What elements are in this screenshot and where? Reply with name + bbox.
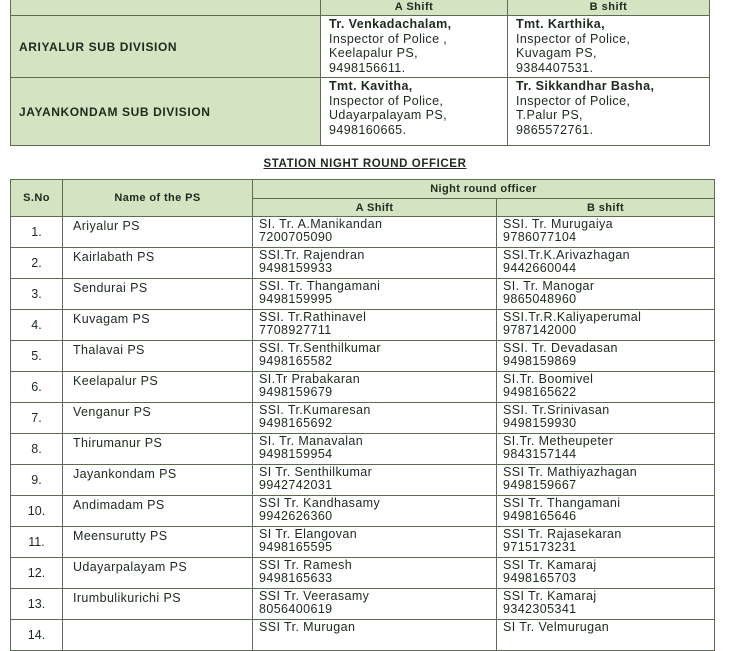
serial-number: 7. xyxy=(11,403,63,434)
officer-name: SSI. Tr.Kumaresan xyxy=(259,403,371,417)
station-name: Ariyalur PS xyxy=(63,217,253,248)
night-header-row xyxy=(11,180,715,199)
table-row xyxy=(11,620,715,651)
a-shift-officer xyxy=(253,527,497,558)
a-shift-officer xyxy=(253,217,497,248)
officer-phone: 9942742031 xyxy=(259,478,333,492)
b-shift-officer xyxy=(497,341,715,372)
b-shift-officer xyxy=(508,16,710,78)
b-shift-officer xyxy=(497,527,715,558)
officer-phone: 9715173231 xyxy=(503,540,577,554)
sub-division-header-row xyxy=(11,0,710,16)
serial-number: 5. xyxy=(11,341,63,372)
b-shift-officer xyxy=(497,310,715,341)
night-round-officer-header: Night round officer xyxy=(253,180,715,199)
officer-name: SI Tr. Elangovan xyxy=(259,527,358,541)
officer-phone: 9498159995 xyxy=(259,292,333,306)
a-shift-officer xyxy=(253,620,497,651)
officer-phone: 9342305341 xyxy=(503,602,577,616)
sub-division-row xyxy=(11,16,710,78)
officer-name: SSI Tr. Rajasekaran xyxy=(503,527,622,541)
officer-station: Kuvagam PS, xyxy=(516,46,597,60)
station-name: Thirumanur PS xyxy=(63,434,253,465)
b-shift-officer xyxy=(497,465,715,496)
officer-phone: 9498165633 xyxy=(259,571,333,585)
b-shift-officer xyxy=(497,434,715,465)
officer-name: SI Tr. Velmurugan xyxy=(503,620,610,634)
table-row xyxy=(11,589,715,620)
b-shift-officer xyxy=(497,403,715,434)
table-row xyxy=(11,465,715,496)
station-name: Udayarpalayam PS xyxy=(63,558,253,589)
serial-number: 1. xyxy=(11,217,63,248)
officer-phone: 7200705090 xyxy=(259,230,333,244)
b-shift-officer xyxy=(497,496,715,527)
officer-name: SSI Tr. Kamaraj xyxy=(503,558,597,572)
sno-header: S.No xyxy=(11,180,63,217)
officer-phone: 9384407531. xyxy=(516,60,594,75)
officer-phone: 9498159869 xyxy=(503,354,577,368)
serial-number: 3. xyxy=(11,279,63,310)
station-name xyxy=(63,620,253,651)
serial-number: 9. xyxy=(11,465,63,496)
officer-designation: Inspector of Police, xyxy=(516,31,631,46)
officer-name: Tmt. Kavitha, xyxy=(329,79,413,93)
serial-number: 2. xyxy=(11,248,63,279)
table-row xyxy=(11,372,715,403)
officer-name: SI.Tr Prabakaran xyxy=(259,372,361,386)
officer-phone: 9498165703 xyxy=(503,571,577,585)
officer-station: T.Palur PS, xyxy=(516,108,583,122)
a-shift-officer xyxy=(253,558,497,589)
officer-name: SSI. Tr. Devadasan xyxy=(503,341,618,355)
a-shift-officer xyxy=(253,248,497,279)
officer-phone: 9498160665. xyxy=(329,122,407,137)
officer-phone: 9865048960 xyxy=(503,292,577,306)
table-row xyxy=(11,248,715,279)
serial-number: 13. xyxy=(11,589,63,620)
header-blank-cell xyxy=(11,0,321,16)
serial-number: 11. xyxy=(11,527,63,558)
officer-name: SSI Tr. Murugan xyxy=(259,620,356,634)
table-row xyxy=(11,403,715,434)
serial-number: 4. xyxy=(11,310,63,341)
officer-designation: Inspector of Police, xyxy=(329,93,444,108)
ps-name-header: Name of the PS xyxy=(63,180,253,217)
table-row xyxy=(11,434,715,465)
officer-name: SSI. Tr.Senthilkumar xyxy=(259,341,381,355)
night-round-table xyxy=(10,179,715,651)
officer-name: SSI. Tr.Rathinavel xyxy=(259,310,367,324)
sub-division-row xyxy=(11,78,710,146)
station-name: Kairlabath PS xyxy=(63,248,253,279)
officer-name: Tr. Venkadachalam, xyxy=(329,17,452,31)
officer-phone: 9498159933 xyxy=(259,261,333,275)
night-rows xyxy=(11,217,715,651)
officer-name: SSI Tr. Thangamani xyxy=(503,496,621,510)
officer-name: SSI.Tr. Rajendran xyxy=(259,248,365,262)
officer-name: SI. Tr. Manavalan xyxy=(259,434,364,448)
section-caption xyxy=(0,154,730,172)
officer-phone: 9498159954 xyxy=(259,447,333,461)
table-row xyxy=(11,527,715,558)
officer-phone: 9498165692 xyxy=(259,416,333,430)
b-shift-header: B shift xyxy=(497,199,715,217)
station-name: Thalavai PS xyxy=(63,341,253,372)
serial-number: 10. xyxy=(11,496,63,527)
officer-phone: 9498159930 xyxy=(503,416,577,430)
a-shift-officer xyxy=(253,465,497,496)
serial-number: 8. xyxy=(11,434,63,465)
officer-designation: Inspector of Police, xyxy=(516,93,631,108)
officer-name: SI.Tr. Metheupeter xyxy=(503,434,614,448)
a-shift-officer xyxy=(253,372,497,403)
officer-phone: 9787142000 xyxy=(503,323,577,337)
division-name: ARIYALUR SUB DIVISION xyxy=(11,16,321,78)
officer-name: SSI. Tr. Murugaiya xyxy=(503,217,614,231)
officer-phone: 9498159667 xyxy=(503,478,577,492)
officer-phone: 9498165582 xyxy=(259,354,333,368)
b-shift-officer xyxy=(497,589,715,620)
table-row xyxy=(11,341,715,372)
officer-name: SI. Tr. A.Manikandan xyxy=(259,217,383,231)
a-shift-officer xyxy=(253,589,497,620)
officer-phone: 9942626360 xyxy=(259,509,333,523)
a-shift-officer xyxy=(253,434,497,465)
b-shift-officer xyxy=(497,372,715,403)
b-shift-officer xyxy=(497,217,715,248)
station-name: Meensurutty PS xyxy=(63,527,253,558)
officer-name: SSI Tr. Mathiyazhagan xyxy=(503,465,638,479)
officer-name: SI.Tr. Boomivel xyxy=(503,372,594,386)
b-shift-officer xyxy=(497,248,715,279)
station-name: Venganur PS xyxy=(63,403,253,434)
officer-phone: 9498165646 xyxy=(503,509,577,523)
officer-station: Keelapalur PS, xyxy=(329,46,418,60)
officer-phone: 7708927711 xyxy=(259,323,332,337)
officer-name: SSI.Tr.R.Kaliyaperumal xyxy=(503,310,642,324)
station-name: Keelapalur PS xyxy=(63,372,253,403)
table-row xyxy=(11,558,715,589)
sub-division-table xyxy=(10,0,710,146)
serial-number: 14. xyxy=(11,620,63,651)
officer-phone: 9865572761. xyxy=(516,122,594,137)
officer-phone: 9442660044 xyxy=(503,261,577,275)
officer-name: SSI Tr. Kamaraj xyxy=(503,589,597,603)
officer-phone: 9786077104 xyxy=(503,230,577,244)
station-name: Jayankondam PS xyxy=(63,465,253,496)
a-shift-officer xyxy=(321,16,508,78)
b-shift-officer xyxy=(508,78,710,146)
table-row xyxy=(11,310,715,341)
station-name: Andimadam PS xyxy=(63,496,253,527)
division-name: JAYANKONDAM SUB DIVISION xyxy=(11,78,321,146)
officer-station: Udayarpalayam PS, xyxy=(329,108,447,122)
officer-name: SSI Tr. Ramesh xyxy=(259,558,353,572)
table-row xyxy=(11,279,715,310)
officer-phone: 9498165622 xyxy=(503,385,577,399)
officer-name: SSI.Tr.K.Arivazhagan xyxy=(503,248,631,262)
table-row xyxy=(11,496,715,527)
a-shift-officer xyxy=(253,496,497,527)
section-title: STATION NIGHT ROUND OFFICER xyxy=(263,158,467,170)
station-name: Irumbulikurichi PS xyxy=(63,589,253,620)
a-shift-header: A Shift xyxy=(253,199,497,217)
officer-name: SSI Tr. Kandhasamy xyxy=(259,496,381,510)
officer-name: SSI Tr. Veerasamy xyxy=(259,589,370,603)
officer-designation: Inspector of Police , xyxy=(329,31,448,46)
officer-name: SI Tr. Senthilkumar xyxy=(259,465,373,479)
officer-name: SI. Tr. Manogar xyxy=(503,279,595,293)
officer-name: SSI. Tr. Thangamani xyxy=(259,279,381,293)
a-shift-officer xyxy=(253,341,497,372)
officer-name: SSI. Tr.Srinivasan xyxy=(503,403,610,417)
officer-phone: 8056400619 xyxy=(259,602,333,616)
station-name: Kuvagam PS xyxy=(63,310,253,341)
b-shift-officer xyxy=(497,279,715,310)
officer-phone: 9498159679 xyxy=(259,385,333,399)
a-shift-officer xyxy=(253,310,497,341)
b-shift-header: B shift xyxy=(508,0,710,16)
officer-phone: 9498156611. xyxy=(329,60,406,75)
a-shift-header: A Shift xyxy=(321,0,508,16)
officer-phone: 9498165595 xyxy=(259,540,333,554)
b-shift-officer xyxy=(497,558,715,589)
station-name: Sendurai PS xyxy=(63,279,253,310)
b-shift-officer xyxy=(497,620,715,651)
table-row xyxy=(11,217,715,248)
a-shift-officer xyxy=(253,279,497,310)
serial-number: 12. xyxy=(11,558,63,589)
serial-number: 6. xyxy=(11,372,63,403)
officer-phone: 9843157144 xyxy=(503,447,577,461)
officer-name: Tr. Sikkandhar Basha, xyxy=(516,79,655,93)
a-shift-officer xyxy=(321,78,508,146)
a-shift-officer xyxy=(253,403,497,434)
officer-name: Tmt. Karthika, xyxy=(516,17,605,31)
